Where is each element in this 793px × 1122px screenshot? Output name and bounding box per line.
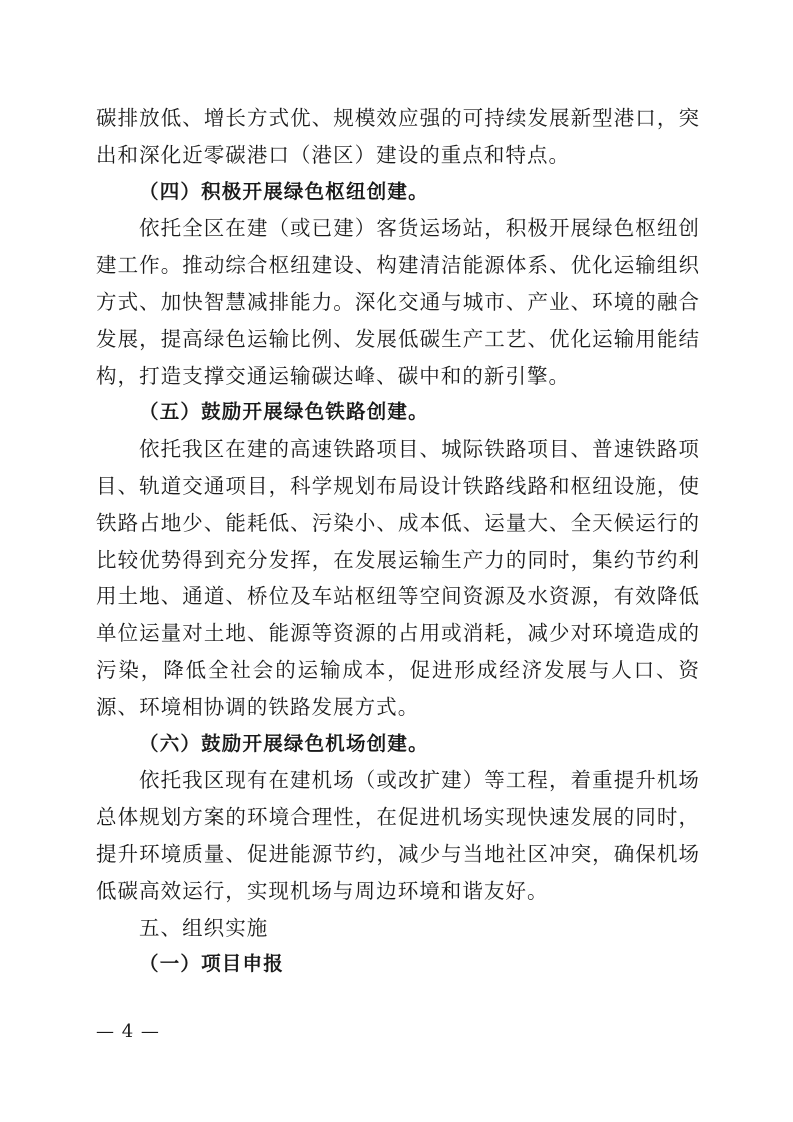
section-heading-implementation: 五、组织实施 [139, 915, 269, 940]
paragraph-green-hub: 依托全区在建（或已建）客货运场站，积极开展绿色枢纽创建工作。推动综合枢纽建设、构建清洁能源体系、优化运输组织方式、加快智慧减排能力。深化交通与城市、产业、环境的融合发展，提高绿色运输比例、发展低碳生产工艺、优化运输用能结构，打造支撑交通运输碳达峰、碳中和的新引擎。 [96, 216, 700, 388]
heading-green-railway: （五）鼓励开展绿色铁路创建。 [139, 400, 429, 424]
paragraph-green-airport: 依托我区现有在建机场（或改扩建）等工程，着重提升机场总体规划方案的环境合理性，在促进机场实现快速发展的同时，提升环境质量、促进能源节约，减少与当地社区冲突，确保机场低碳高效运行，实现机场与周边环境和谐友好。 [96, 768, 700, 903]
paragraph-port-continued: 碳排放低、增长方式优、规模效应强的可持续发展新型港口，突出和深化近零碳港口（港区）建设的重点和特点。 [96, 106, 700, 167]
heading-green-airport: （六）鼓励开展绿色机场创建。 [139, 731, 429, 755]
heading-project-application: （一）项目申报 [139, 952, 284, 976]
page-number: — 4 — [96, 1021, 160, 1042]
document-body [96, 100, 700, 983]
heading-green-hub: （四）积极开展绿色枢纽创建。 [139, 179, 429, 203]
paragraph-green-railway: 依托我区在建的高速铁路项目、城际铁路项目、普速铁路项目、轨道交通项目，科学规划布局设计铁路线路和枢纽设施，使铁路占地少、能耗低、污染小、成本低、运量大、全天候运行的比较优势得到充分发挥，在发展运输生产力的同时，集约节约利用土地、通道、桥位及车站枢纽等空间资源及水资源，有效降低单位运量对土地、能源等资源的占用或消耗，减少对环境造成的污染，降低全社会的运输成本，促进形成经济发展与人口、资源、环境相协调的铁路发展方式。 [96, 437, 700, 719]
